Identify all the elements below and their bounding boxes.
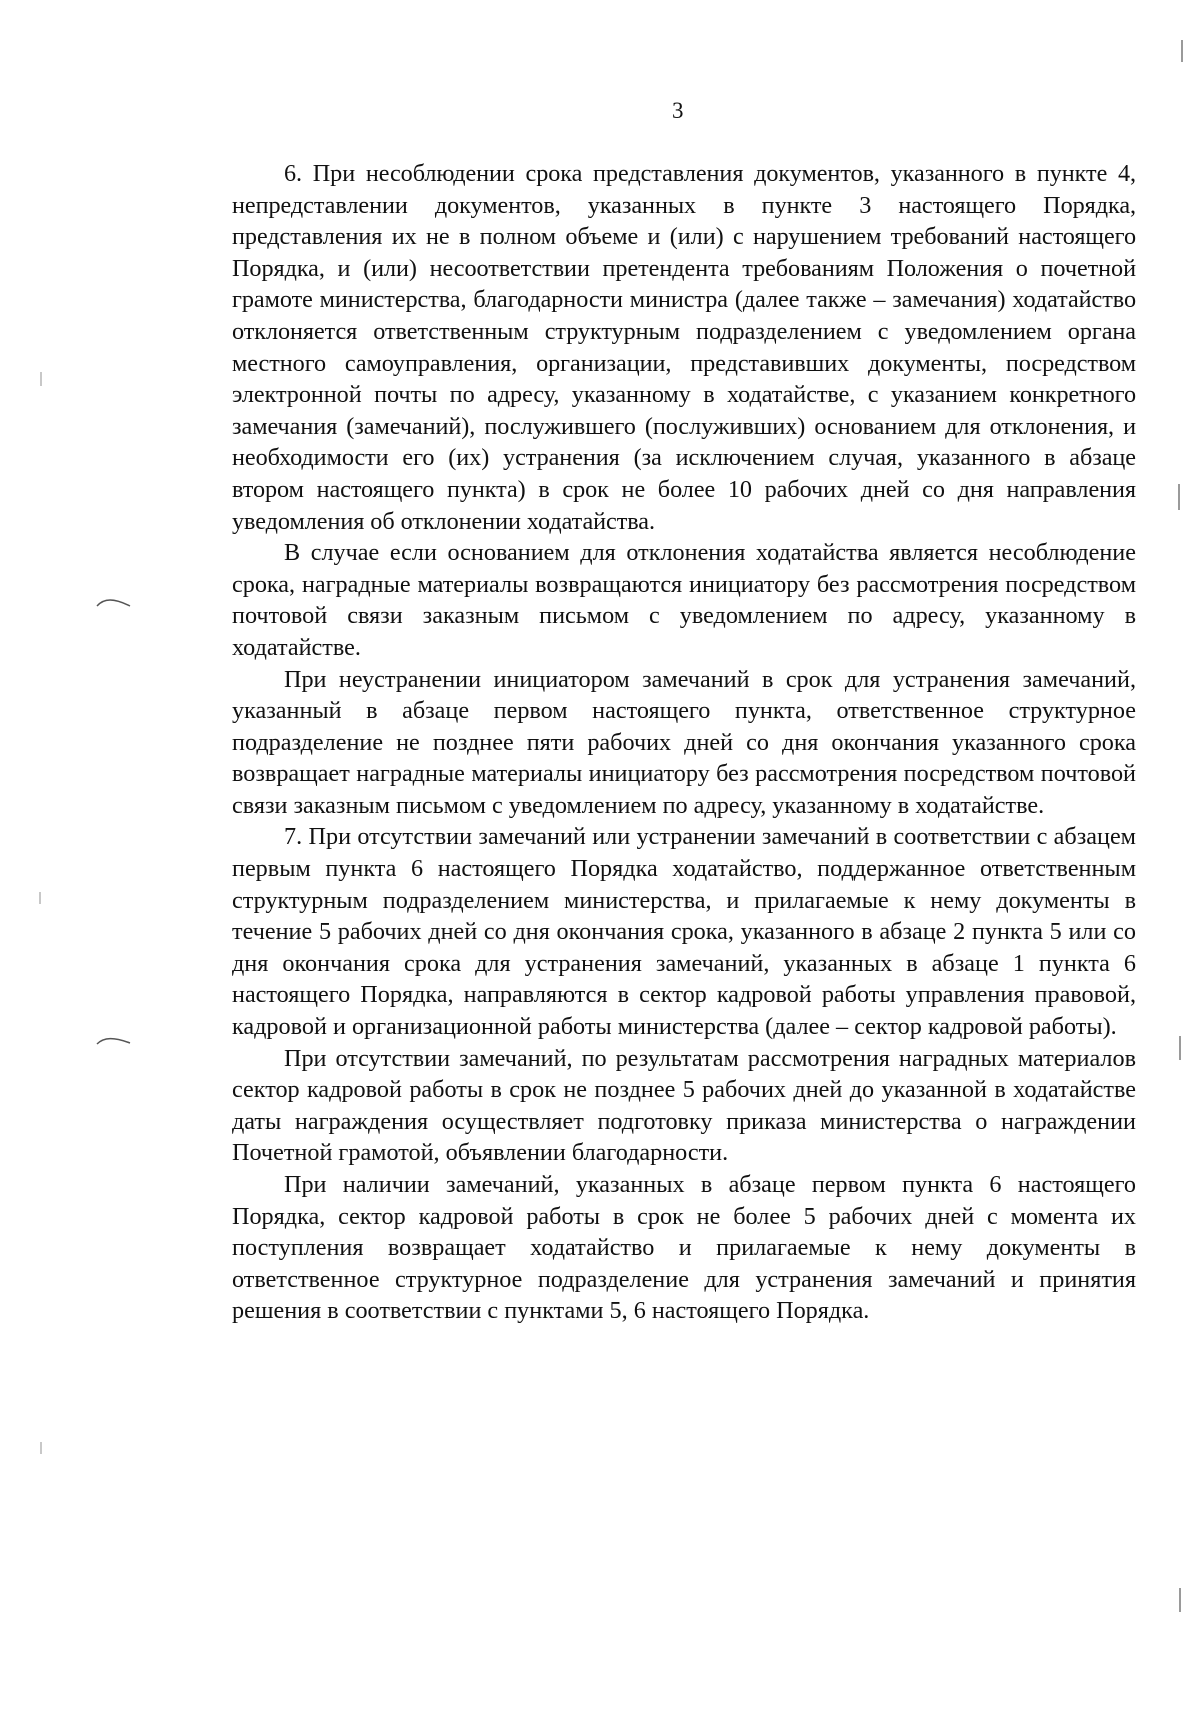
paragraph-6-second: В случае если основанием для отклонения ходатайства является несоблюдение срока, наградные материалы возвращаются инициатору без рассмотрения посредством почтовой связи заказным письмом с уведомлением по адресу, указанному в ходатайстве. — [232, 539, 1136, 661]
scan-artifact-left-1 — [40, 372, 42, 386]
scan-squiggle-1 — [96, 596, 132, 610]
paragraph-6: 6. При несоблюдении срока представления документов, указанного в пункте 4, непредставлении документов, указанных в пункте 3 настоящего Порядка, представления их не в полном объеме и (или) с нарушением требований настоящего Порядка, и (или) несоответствии претендента требованиям Положения о почетной грамоте министерства, благодарности министра (далее также – замечания) ходатайство отклоняется ответственным структурным подразделением с уведомлением органа местного самоуправления, организации, представивших документы, посредством электронной почты по адресу, указанному в ходатайстве, с указанием конкретного замечания (замечаний), послужившего (послуживших) основанием для отклонения, и необходимости его (их) устранения (за исключением случая, указанного в абзаце втором настоящего пункта) в срок не более 10 рабочих дней со дня направления уведомления об отклонении ходатайства. — [232, 160, 1136, 535]
scan-squiggle-2 — [96, 1034, 132, 1048]
paragraph-7-third: При наличии замечаний, указанных в абзаце первом пункта 6 настоящего Порядка, сектор кадровой работы в срок не более 5 рабочих дней с момента их поступления возвращает ходатайство и прилагаемые к нему документы в ответственное структурное подразделение для устранения замечаний и принятия решения в соответствии с пунктами 5, 6 настоящего Порядка. — [232, 1171, 1136, 1325]
scan-artifact-right-2 — [1178, 484, 1180, 510]
document-body — [232, 158, 1136, 1327]
paragraph-6-third: При неустранении инициатором замечаний в срок для устранения замечаний, указанный в абзаце первом настоящего пункта, ответственное структурное подразделение не позднее пяти рабочих дней со дня окончания указанного срока возвращает наградные материалы инициатору без рассмотрения посредством почтовой связи заказным письмом с уведомлением по адресу, указанному в ходатайстве. — [232, 665, 1136, 819]
scan-artifact-left-2 — [39, 892, 41, 904]
paragraph-7-second: При отсутствии замечаний, по результатам рассмотрения наградных материалов сектор кадровой работы в срок не позднее 5 рабочих дней до указанной в ходатайстве даты награждения осуществляет подготовку приказа министерства о награждении Почетной грамотой, объявлении благодарности. — [232, 1044, 1136, 1167]
scan-artifact-right-1 — [1181, 40, 1183, 62]
page-number: 3 — [672, 98, 684, 123]
paragraph-7: 7. При отсутствии замечаний или устранении замечаний в соответствии с абзацем первым пункта 6 настоящего Порядка ходатайство, поддержанное ответственным структурным подразделением министерства, и прилагаемые к нему документы в течение 5 рабочих дней со дня окончания срока, указанного в абзаце 2 пункта 5 или со дня окончания срока для устранения замечаний, указанных в абзаце 1 пункта 6 настоящего Порядка, направляются в сектор кадровой работы управления правовой, кадровой и организационной работы министерства (далее – сектор кадровой работы). — [232, 823, 1136, 1041]
scan-artifact-left-3 — [40, 1442, 42, 1454]
scan-artifact-right-4 — [1179, 1588, 1181, 1612]
scan-artifact-right-3 — [1179, 1036, 1181, 1060]
